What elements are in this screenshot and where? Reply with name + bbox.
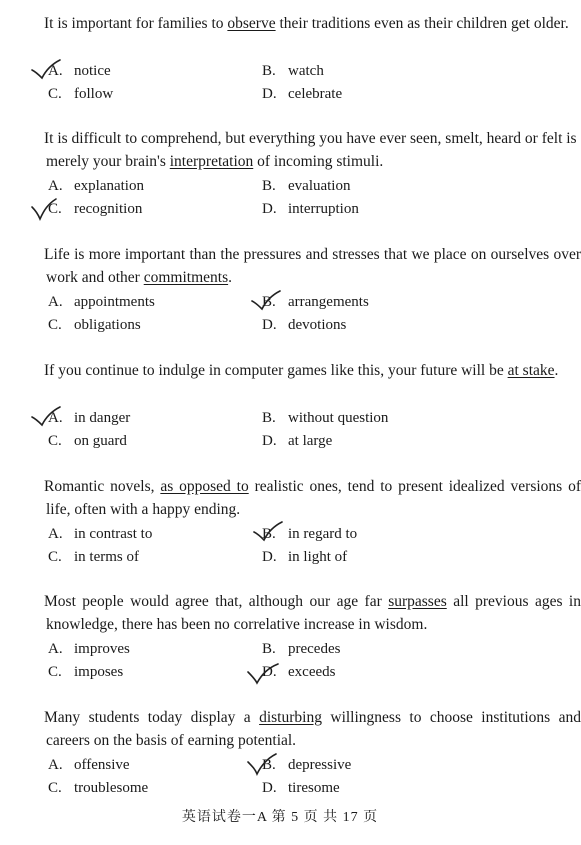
question-stem	[10, 475, 581, 521]
option-letter: C.	[48, 86, 62, 102]
option-letter: B.	[262, 63, 276, 79]
stem-text: their traditions even as their children get older.	[275, 15, 569, 32]
key-word: interpretation	[169, 153, 254, 170]
question-number	[10, 590, 44, 613]
option-c	[48, 778, 148, 798]
check-mark-icon	[250, 289, 284, 313]
key-word: at stake	[507, 362, 555, 379]
option-text: in terms of	[74, 549, 139, 565]
key-word: surpasses	[388, 593, 447, 610]
option-c	[48, 431, 127, 451]
option-letter: B.	[262, 294, 276, 310]
option-b	[262, 408, 388, 428]
option-text: explanation	[74, 178, 144, 194]
option-text: without question	[288, 410, 389, 426]
option-text: in contrast to	[74, 526, 153, 542]
key-word: as opposed to	[160, 478, 249, 495]
question-stem	[10, 706, 581, 752]
option-text: interruption	[288, 201, 359, 217]
question-stem	[10, 359, 581, 382]
check-mark-icon	[252, 520, 286, 544]
option-text: at large	[288, 433, 333, 449]
option-text: follow	[74, 86, 114, 102]
option-c	[48, 315, 141, 335]
option-text: obligations	[74, 317, 141, 333]
option-letter: A.	[48, 641, 63, 657]
stem-text: willingness to choose institutions and careers on the basis of earning potential.	[46, 709, 581, 749]
question-stem	[10, 243, 581, 289]
stem-text: all previous ages in knowledge, there has been no correlative increase in wisdom.	[46, 593, 581, 633]
option-letter: A.	[48, 410, 63, 426]
option-d	[262, 84, 342, 104]
question-number	[10, 12, 44, 35]
option-text: in light of	[288, 549, 348, 565]
key-word: observe	[227, 15, 276, 32]
check-mark-icon	[246, 752, 280, 776]
option-c	[48, 84, 113, 104]
option-text: depressive	[288, 757, 352, 773]
option-letter: D.	[262, 549, 277, 565]
option-letter: B.	[262, 641, 276, 657]
option-letter: A.	[48, 526, 63, 542]
stem-text: Most people would agree that, although our age far	[44, 593, 389, 610]
stem-text: Romantic novels,	[44, 478, 161, 495]
page-footer: 英语试卷一A 第 5 页 共 17 页	[181, 810, 379, 825]
option-text: improves	[74, 641, 130, 657]
key-word: disturbing	[259, 709, 322, 726]
option-letter: B.	[262, 410, 276, 426]
option-letter: A.	[48, 294, 63, 310]
option-text: tiresome	[288, 780, 340, 796]
option-c	[48, 662, 123, 682]
option-text: imposes	[74, 664, 124, 680]
option-text: exceeds	[288, 664, 336, 680]
option-letter: C.	[48, 317, 62, 333]
option-letter: B.	[262, 526, 276, 542]
stem-text: Many students today display a	[44, 709, 260, 726]
option-a	[48, 755, 130, 775]
option-letter: D.	[262, 317, 277, 333]
key-word: commitments	[143, 269, 229, 286]
option-letter: C.	[48, 664, 62, 680]
option-letter: A.	[48, 63, 63, 79]
option-text: recognition	[74, 201, 143, 217]
option-b	[262, 639, 340, 659]
option-letter: B.	[262, 757, 276, 773]
option-text: watch	[288, 63, 324, 79]
stem-text: It is difficult to comprehend, but everything you have ever seen, smelt, heard or felt is merely your brain's	[44, 130, 577, 170]
question-stem	[10, 12, 581, 35]
option-d	[262, 315, 346, 335]
stem-text: of incoming stimuli.	[253, 153, 384, 170]
check-mark-icon	[246, 662, 280, 686]
option-a	[48, 639, 130, 659]
question-number	[10, 706, 44, 729]
question-number	[10, 359, 44, 382]
option-text: celebrate	[288, 86, 343, 102]
option-text: evaluation	[288, 178, 351, 194]
option-letter: C.	[48, 433, 62, 449]
option-a	[48, 176, 144, 196]
option-letter: D.	[262, 780, 277, 796]
option-b	[262, 61, 324, 81]
option-a	[48, 292, 155, 312]
option-text: in regard to	[288, 526, 358, 542]
check-mark-icon	[30, 405, 64, 429]
option-letter: C.	[48, 549, 62, 565]
option-letter: B.	[262, 178, 276, 194]
option-c	[48, 547, 139, 567]
question-stem	[10, 590, 581, 636]
option-letter: D.	[262, 201, 277, 217]
question-number	[10, 475, 44, 498]
option-d	[262, 547, 347, 567]
option-b	[262, 176, 350, 196]
option-d	[262, 431, 332, 451]
question-number	[10, 243, 44, 266]
option-letter: A.	[48, 757, 63, 773]
option-letter: D.	[262, 433, 277, 449]
option-text: troublesome	[74, 780, 149, 796]
stem-text: It is important for families to	[44, 15, 228, 32]
option-text: devotions	[288, 317, 347, 333]
option-text: appointments	[74, 294, 155, 310]
stem-text: realistic ones, tend to present idealized versions of life, often with a happy ending.	[46, 478, 581, 518]
option-text: arrangements	[288, 294, 369, 310]
option-letter: D.	[262, 664, 277, 680]
option-letter: D.	[262, 86, 277, 102]
stem-text: .	[554, 362, 559, 379]
option-text: in danger	[74, 410, 131, 426]
question-stem	[10, 127, 581, 173]
option-letter: C.	[48, 780, 62, 796]
stem-text: If you continue to indulge in computer games like this, your future will be	[44, 362, 508, 379]
stem-text: .	[228, 269, 232, 286]
option-text: on guard	[74, 433, 127, 449]
question-number	[10, 127, 44, 150]
check-mark-icon	[30, 197, 64, 221]
stem-text: Life is more important than the pressures and stresses that we place on ourselves over work and other	[44, 246, 581, 286]
option-d	[262, 199, 359, 219]
option-letter: C.	[48, 201, 62, 217]
option-d	[262, 778, 340, 798]
option-letter: A.	[48, 178, 63, 194]
option-text: notice	[74, 63, 111, 79]
option-a	[48, 524, 152, 544]
option-text: offensive	[74, 757, 130, 773]
option-text: precedes	[288, 641, 341, 657]
check-mark-icon	[30, 58, 64, 82]
